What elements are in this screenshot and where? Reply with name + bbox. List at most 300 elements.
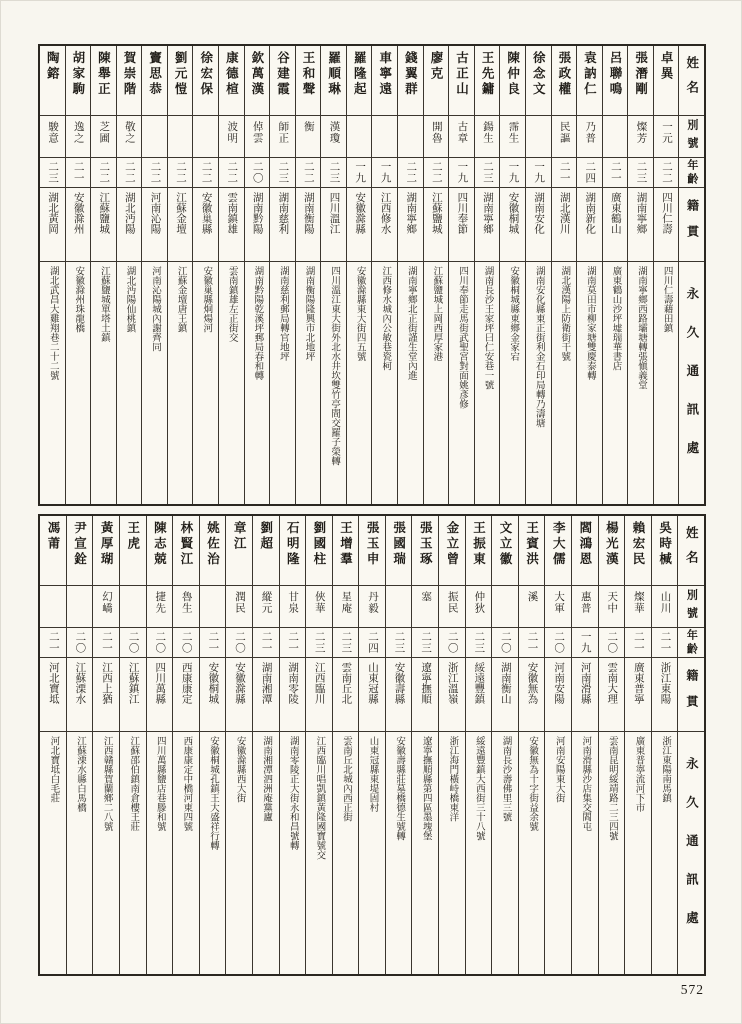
person-age: 一九 — [500, 158, 525, 188]
person-column — [627, 46, 653, 504]
person-native: 遼寧撫順 — [412, 658, 438, 732]
person-age: 二一 — [66, 158, 91, 188]
person-address: 湖北漢陽上防衛街干號 — [559, 266, 570, 361]
person-native: 安徽桐城 — [500, 188, 525, 262]
person-age: 二一 — [280, 628, 306, 658]
person-age: 二二 — [654, 158, 679, 188]
person-alias: 逸之 — [66, 116, 91, 158]
person-native: 廣東普寧 — [625, 658, 651, 732]
person-name: 陳志兢 — [147, 516, 173, 586]
person-native: 湖北沔陽 — [117, 188, 142, 262]
person-name: 王增羣 — [333, 516, 359, 586]
person-address: 綏遠豐鎮大西街三十八號 — [473, 736, 484, 841]
person-address: 河南安陽東大街 — [553, 736, 564, 803]
person-age: 二二 — [91, 158, 116, 188]
person-column — [66, 516, 93, 974]
person-name: 欽萬漢 — [245, 46, 270, 116]
person-column — [146, 516, 173, 974]
person-name: 文立徽 — [492, 516, 518, 586]
person-age: 二〇 — [245, 158, 270, 188]
person-name: 劉元愷 — [168, 46, 193, 116]
person-name: 王和聲 — [296, 46, 321, 116]
person-alias: 敬之 — [117, 116, 142, 158]
person-column — [346, 46, 372, 504]
person-name: 張政權 — [552, 46, 577, 116]
person-name: 徐宏保 — [193, 46, 218, 116]
person-name: 卓異 — [654, 46, 679, 116]
person-alias: 捷先 — [147, 586, 173, 628]
person-native: 雲南丘北 — [333, 658, 359, 732]
person-address: 浙江東陽南馬鎮 — [660, 736, 671, 803]
person-address: 浙江海門橫峙橋東洋 — [447, 736, 458, 822]
person-alias: 乃普 — [577, 116, 602, 158]
person-native: 湖北漢川 — [552, 188, 577, 262]
person-name: 尹宣銓 — [67, 516, 93, 586]
person-name: 黃厚瑚 — [93, 516, 119, 586]
header-column — [678, 46, 704, 504]
person-alias — [193, 116, 218, 158]
person-address: 山東冠縣東堤固村 — [367, 736, 378, 812]
person-native: 安徽無為 — [519, 658, 545, 732]
person-alias: 惠普 — [572, 586, 598, 628]
person-native: 河北寶坻 — [40, 658, 66, 732]
person-native: 湖南寧鄉 — [398, 188, 423, 262]
person-name: 張國瑞 — [386, 516, 412, 586]
person-column — [65, 46, 91, 504]
person-alias — [386, 586, 412, 628]
person-name: 張潛剛 — [628, 46, 653, 116]
person-age: 二四 — [577, 158, 602, 188]
person-address: 西康康定中橋河東四號 — [181, 736, 192, 831]
directory-table-lower — [38, 514, 706, 976]
person-address: 雲南昆明綏靖路二三四號 — [606, 736, 617, 841]
person-alias: 燦芳 — [628, 116, 653, 158]
person-alias: 開魯 — [424, 116, 449, 158]
person-column — [576, 46, 602, 504]
person-address: 江蘇鹽城上岡西厚家港 — [431, 266, 442, 361]
person-age: 二一 — [625, 628, 651, 658]
column-header-native: 籍貫 — [678, 658, 704, 732]
person-alias: 俠華 — [306, 586, 332, 628]
person-column — [141, 46, 167, 504]
person-address: 遼寧撫順縣第四區墨塊堡 — [420, 736, 431, 841]
person-address: 四川溫江東大街外北水井坎雙竹亭間交羅子榮轉 — [329, 266, 340, 466]
person-column — [371, 46, 397, 504]
person-name: 劉國柱 — [306, 516, 332, 586]
person-column — [518, 516, 545, 974]
person-column — [491, 516, 518, 974]
person-address: 湖南黔陽乾溪坪郵局春和轉 — [252, 266, 263, 380]
column-header-name: 姓名 — [678, 516, 704, 586]
person-name: 王賓洪 — [519, 516, 545, 586]
person-native: 廣東鶴山 — [603, 188, 628, 262]
person-age: 二二 — [193, 158, 218, 188]
person-address: 湖南長沙壽佛里三號 — [500, 736, 511, 822]
person-age: 二〇 — [173, 628, 199, 658]
person-age: 二四 — [359, 628, 385, 658]
person-alias — [168, 116, 193, 158]
person-age: 二〇 — [67, 628, 93, 658]
person-alias — [142, 116, 167, 158]
person-address: 安徽滁州珠龍橋 — [73, 266, 84, 333]
person-age: 二二 — [117, 158, 142, 188]
person-column — [651, 516, 678, 974]
person-address: 安徽壽縣莊墓橋德生號轉 — [394, 736, 405, 841]
person-name: 王振東 — [466, 516, 492, 586]
person-name: 古正山 — [449, 46, 474, 116]
person-address: 湖南零陵正大街永和昌號轉 — [287, 736, 298, 850]
person-column — [448, 46, 474, 504]
person-native: 江蘇溧水 — [67, 658, 93, 732]
person-address: 江西臨川唱凱鎮黃隆國寶號交 — [314, 736, 325, 860]
person-age: 二一 — [519, 628, 545, 658]
person-address: 安徽巢縣烔煬河 — [201, 266, 212, 333]
person-native: 安徽滁縣 — [226, 658, 252, 732]
person-name: 林賢江 — [173, 516, 199, 586]
person-native: 湖南安化 — [526, 188, 551, 262]
person-column — [411, 516, 438, 974]
person-name: 劉超 — [253, 516, 279, 586]
person-alias: 振民 — [439, 586, 465, 628]
person-native: 綏遠豐鎮 — [466, 658, 492, 732]
person-native: 江蘇鹽城 — [424, 188, 449, 262]
person-age: 二二 — [219, 158, 244, 188]
person-column — [90, 46, 116, 504]
person-name: 賴宏民 — [625, 516, 651, 586]
person-column — [40, 46, 65, 504]
column-header-alias: 別號 — [679, 116, 704, 158]
person-column — [192, 46, 218, 504]
column-header-address: 永久通訊處 — [684, 286, 699, 480]
person-name: 石明隆 — [280, 516, 306, 586]
person-alias: 山川 — [652, 586, 678, 628]
person-native: 西康康定 — [173, 658, 199, 732]
person-name: 谷建霞 — [270, 46, 295, 116]
person-address: 江蘇鹽城單塔土鎮 — [98, 266, 109, 342]
person-name: 姚佐治 — [200, 516, 226, 586]
person-column — [465, 516, 492, 974]
column-header-alias: 別號 — [678, 586, 704, 628]
person-alias: 溪 — [519, 586, 545, 628]
person-age: 二一 — [253, 628, 279, 658]
person-address: 廣東鶴山沙坪墟瑞華書店 — [610, 266, 621, 371]
person-native: 湖南零陵 — [280, 658, 306, 732]
person-native: 河南滑縣 — [572, 658, 598, 732]
person-column — [295, 46, 321, 504]
person-name: 徐念文 — [526, 46, 551, 116]
person-alias: 鍚生 — [475, 116, 500, 158]
person-age: 一九 — [347, 158, 372, 188]
person-name: 呂聯鳴 — [603, 46, 628, 116]
column-header-name: 姓名 — [679, 46, 704, 116]
person-native: 河南沁陽 — [142, 188, 167, 262]
person-name: 錢翼群 — [398, 46, 423, 116]
person-age: 二三 — [466, 628, 492, 658]
person-address: 安徽無為十字街益余號 — [527, 736, 538, 831]
person-alias: 天中 — [599, 586, 625, 628]
person-name: 張玉申 — [359, 516, 385, 586]
person-column — [358, 516, 385, 974]
person-address: 湖南湘潭泗洲庵黨廬 — [261, 736, 272, 822]
person-name: 張玉琢 — [412, 516, 438, 586]
person-address: 四川奉節走馬街武聖宮對面姚彥修 — [456, 266, 467, 409]
person-address: 湖南莫田市柳家塘雙慶泰轉 — [584, 266, 595, 380]
person-age: 二二 — [398, 158, 423, 188]
person-age: 二一 — [652, 628, 678, 658]
person-address: 湖北沔陽仙桃鎮 — [124, 266, 135, 333]
person-native: 山東冠縣 — [359, 658, 385, 732]
person-name: 羅順琳 — [321, 46, 346, 116]
person-native: 四川萬縣 — [147, 658, 173, 732]
person-column — [252, 516, 279, 974]
person-alias — [492, 586, 518, 628]
person-native: 湖南衡陽 — [296, 188, 321, 262]
person-alias: 倬雲 — [245, 116, 270, 158]
person-native: 湖南衡山 — [492, 658, 518, 732]
person-column — [602, 46, 628, 504]
person-native: 湖北黃岡 — [40, 188, 65, 262]
person-native: 安徽壽縣 — [386, 658, 412, 732]
person-age: 一九 — [372, 158, 397, 188]
person-address: 河南滑縣沙店集交閻屯 — [580, 736, 591, 831]
person-age: 二二 — [168, 158, 193, 188]
person-age: 二〇 — [147, 628, 173, 658]
person-alias: 縱元 — [253, 586, 279, 628]
header-column — [677, 516, 704, 974]
person-age: 二〇 — [599, 628, 625, 658]
person-native: 四川溫江 — [321, 188, 346, 262]
person-column — [474, 46, 500, 504]
person-native: 江蘇金壇 — [168, 188, 193, 262]
person-column — [544, 516, 571, 974]
person-column — [320, 46, 346, 504]
person-age: 二一 — [603, 158, 628, 188]
person-alias — [347, 116, 372, 158]
person-alias — [120, 586, 146, 628]
person-address: 江西贛縣賀蘭鄉二八號 — [101, 736, 112, 831]
person-column — [167, 46, 193, 504]
person-name: 廖克 — [424, 46, 449, 116]
person-native: 江西臨川 — [306, 658, 332, 732]
person-native: 安徽滁州 — [66, 188, 91, 262]
person-address: 四川萬縣鹽店巷滕和號 — [154, 736, 165, 831]
person-column — [332, 516, 359, 974]
person-native: 江西上猶 — [93, 658, 119, 732]
person-native: 湖南寧鄉 — [628, 188, 653, 262]
person-age: 一九 — [449, 158, 474, 188]
person-address: 江蘇溧水縣白馬橋 — [75, 736, 86, 812]
person-age: 二〇 — [439, 628, 465, 658]
person-alias: 民謳 — [552, 116, 577, 158]
person-name: 閻鴻恩 — [572, 516, 598, 586]
person-alias — [40, 586, 66, 628]
person-column — [269, 46, 295, 504]
person-age: 二一 — [40, 628, 66, 658]
page-number: 572 — [680, 982, 704, 997]
person-name: 康德楦 — [219, 46, 244, 116]
person-age: 二〇 — [492, 628, 518, 658]
person-native: 雲南鎮雄 — [219, 188, 244, 262]
person-address: 湖南寧鄉西路壩塘轉張愼義堂 — [636, 266, 647, 390]
person-alias: 丹毅 — [359, 586, 385, 628]
person-native: 浙江溫嶺 — [439, 658, 465, 732]
person-address: 湖南長沙王家坪曰仁安巷一號 — [482, 266, 493, 390]
person-column — [305, 516, 332, 974]
person-age: 二三 — [40, 158, 65, 188]
person-age: 二〇 — [545, 628, 571, 658]
person-column — [571, 516, 598, 974]
person-native: 湖南湘潭 — [253, 658, 279, 732]
person-age: 二三 — [475, 158, 500, 188]
person-age: 二一 — [552, 158, 577, 188]
person-alias — [67, 586, 93, 628]
person-column — [397, 46, 423, 504]
column-header-age: 年齡 — [678, 628, 704, 658]
person-column — [40, 516, 66, 974]
person-column — [438, 516, 465, 974]
person-address: 湖南慈利郵局轉官地坪 — [277, 266, 288, 361]
person-alias: 衡 — [296, 116, 321, 158]
person-native: 湖南黔陽 — [245, 188, 270, 262]
person-column — [551, 46, 577, 504]
person-column — [653, 46, 679, 504]
person-address: 安徽滁縣東大街四五號 — [354, 266, 365, 361]
person-alias: 甘泉 — [280, 586, 306, 628]
person-column — [92, 516, 119, 974]
directory-table-upper — [38, 44, 706, 506]
person-alias: 仲狄 — [466, 586, 492, 628]
person-column — [199, 516, 226, 974]
person-name: 章江 — [226, 516, 252, 586]
person-age: 二三 — [333, 628, 359, 658]
person-age: 二一 — [200, 628, 226, 658]
person-native: 四川仁壽 — [654, 188, 679, 262]
person-age: 二二 — [296, 158, 321, 188]
person-native: 四川奉節 — [449, 188, 474, 262]
person-name: 車寧遠 — [372, 46, 397, 116]
person-column — [598, 516, 625, 974]
person-native: 江蘇鎮江 — [120, 658, 146, 732]
person-column — [116, 46, 142, 504]
person-name: 羅隆起 — [347, 46, 372, 116]
person-alias: 波明 — [219, 116, 244, 158]
person-age: 二三 — [306, 628, 332, 658]
person-alias: 幻嶠 — [93, 586, 119, 628]
person-address: 雲南丘北城內西正街 — [340, 736, 351, 822]
person-alias — [398, 116, 423, 158]
person-alias: 燦華 — [625, 586, 651, 628]
person-alias — [372, 116, 397, 158]
person-column — [119, 516, 146, 974]
person-native: 浙江東陽 — [652, 658, 678, 732]
person-column — [423, 46, 449, 504]
person-address: 河南沁陽城內謝齊同 — [150, 266, 161, 352]
person-column — [218, 46, 244, 504]
person-alias — [526, 116, 551, 158]
person-alias: 一元 — [654, 116, 679, 158]
person-age: 二三 — [270, 158, 295, 188]
person-native: 江西修水 — [372, 188, 397, 262]
person-age: 二一 — [93, 628, 119, 658]
person-age: 二三 — [412, 628, 438, 658]
person-native: 湖南寧鄉 — [475, 188, 500, 262]
person-address: 江蘇金壇唐王鎮 — [175, 266, 186, 333]
person-alias: 潤民 — [226, 586, 252, 628]
person-column — [385, 516, 412, 974]
person-column — [172, 516, 199, 974]
person-native: 江蘇鹽城 — [91, 188, 116, 262]
person-address: 雲南鎮雄左正街交 — [226, 266, 237, 342]
person-column — [624, 516, 651, 974]
person-age: 二二 — [142, 158, 167, 188]
person-column — [225, 516, 252, 974]
person-column — [499, 46, 525, 504]
person-address: 安徽桐城孔鎮王大盛祥行轉 — [207, 736, 218, 850]
person-native: 湖南慈利 — [270, 188, 295, 262]
person-address: 湖北武昌大雞翔巷二十二號 — [47, 266, 58, 380]
column-header-age: 年齡 — [679, 158, 704, 188]
person-address: 湖南安化縣東正街利金石印局轉乃濤塘 — [533, 266, 544, 428]
person-name: 王虎 — [120, 516, 146, 586]
person-name: 胡家駒 — [66, 46, 91, 116]
person-address: 江西修水城內公敏巷瓷柯 — [380, 266, 391, 371]
person-alias: 大軍 — [545, 586, 571, 628]
person-name: 王先鏞 — [475, 46, 500, 116]
person-age: 二〇 — [120, 628, 146, 658]
person-address: 廣東普寧流河下市 — [633, 736, 644, 812]
person-column — [525, 46, 551, 504]
person-name: 馮莆 — [40, 516, 66, 586]
person-column — [279, 516, 306, 974]
person-alias: 駿意 — [40, 116, 65, 158]
person-age: 二三 — [321, 158, 346, 188]
person-alias: 師正 — [270, 116, 295, 158]
person-native: 安徽巢縣 — [193, 188, 218, 262]
person-alias: 塞 — [412, 586, 438, 628]
person-name: 袁訥仁 — [577, 46, 602, 116]
person-alias: 古章 — [449, 116, 474, 158]
person-address: 河北寶坻白毛莊 — [48, 736, 59, 803]
person-native: 安徽滁縣 — [347, 188, 372, 262]
person-address: 安徽滁縣西大街 — [234, 736, 245, 803]
person-alias — [603, 116, 628, 158]
person-age: 二〇 — [226, 628, 252, 658]
person-age: 一九 — [526, 158, 551, 188]
person-name: 陳舉正 — [91, 46, 116, 116]
column-header-address: 永久通訊處 — [684, 756, 699, 950]
person-name: 李大儒 — [545, 516, 571, 586]
person-column — [244, 46, 270, 504]
person-native: 雲南大理 — [599, 658, 625, 732]
person-native: 河南安陽 — [545, 658, 571, 732]
person-alias: 霈生 — [500, 116, 525, 158]
person-age: 二三 — [628, 158, 653, 188]
person-name: 吳時椷 — [652, 516, 678, 586]
person-name: 竇思恭 — [142, 46, 167, 116]
person-alias: 星庵 — [333, 586, 359, 628]
person-age: 一九 — [572, 628, 598, 658]
column-header-native: 籍貫 — [679, 188, 704, 262]
person-address: 四川仁壽藉田鎮 — [661, 266, 672, 333]
person-address: 江蘇邵伯鎮南倉樓王莊 — [128, 736, 139, 831]
person-native: 湖南新化 — [577, 188, 602, 262]
person-name: 賀崇階 — [117, 46, 142, 116]
person-alias: 芝圃 — [91, 116, 116, 158]
person-name: 金立曾 — [439, 516, 465, 586]
person-address: 湖南寧鄉北正街謹生堂內進 — [405, 266, 416, 380]
person-name: 陶鎔 — [40, 46, 65, 116]
person-native: 安徽桐城 — [200, 658, 226, 732]
